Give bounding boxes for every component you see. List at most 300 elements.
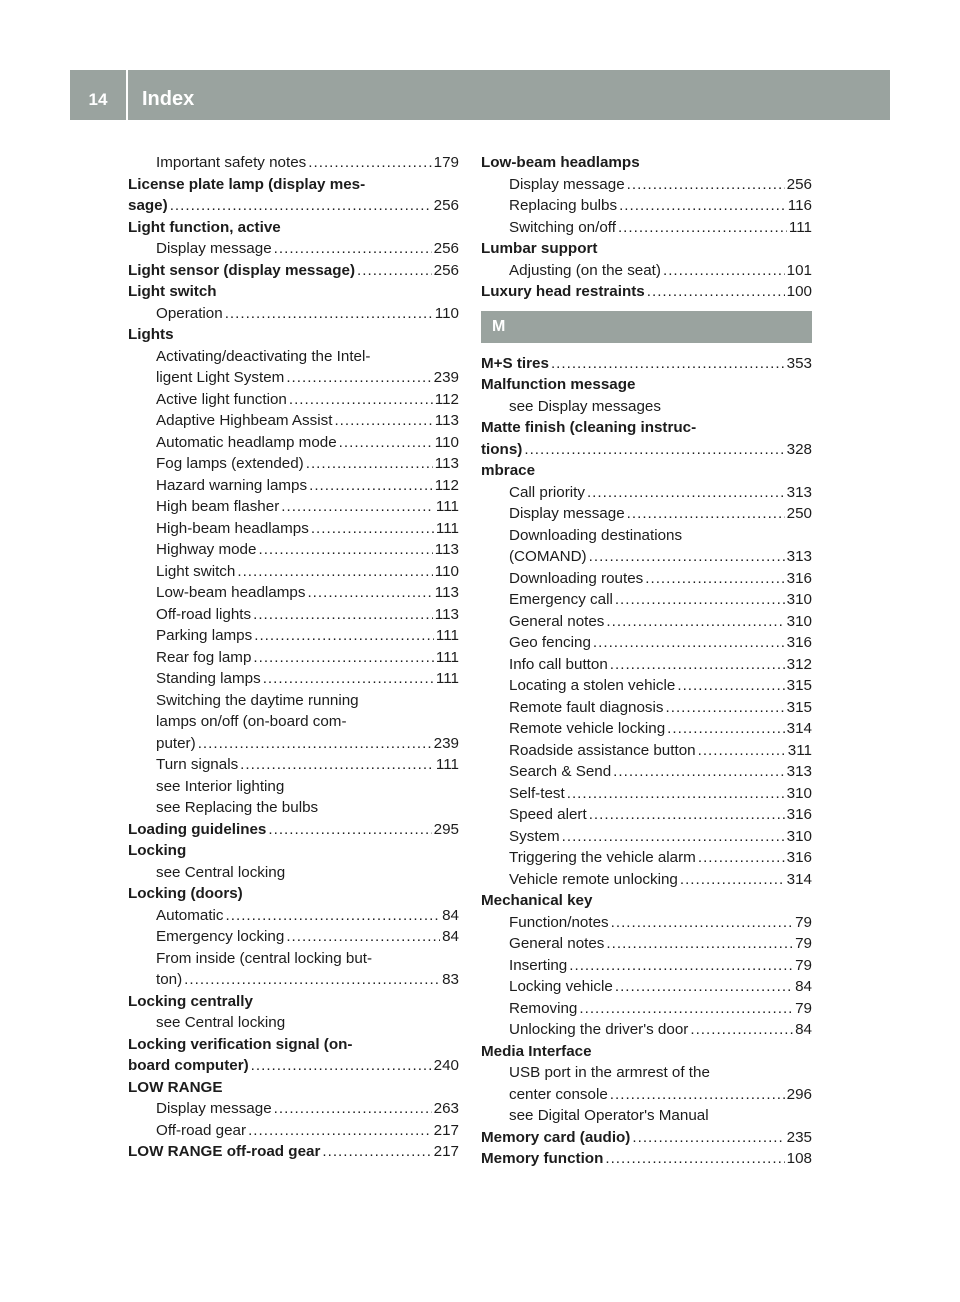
entry-text: Operation [156, 304, 223, 322]
entry-text: ton) [156, 971, 183, 988]
entry-page-number: 111 [435, 519, 459, 537]
entry-text: High-beam headlamps [156, 519, 309, 537]
index-subentry [481, 912, 812, 934]
entry-page-number: 110 [434, 433, 459, 451]
entry-text: Downloading destinations [509, 526, 683, 544]
section-title: Index [142, 88, 195, 110]
dot-leader [587, 482, 785, 504]
index-subentry [128, 604, 459, 626]
index-entry [128, 1034, 459, 1056]
index-subentry [481, 503, 812, 525]
dot-leader [251, 1055, 432, 1077]
entry-page-number: 111 [435, 627, 459, 644]
index-subentry [481, 525, 812, 547]
index-entry [481, 238, 812, 260]
entry-text: Search & Send [509, 763, 612, 780]
entry-text: center console [509, 1085, 608, 1103]
index-entry [128, 840, 459, 862]
index-entry [128, 883, 459, 905]
entry-text: Memory function [481, 1150, 604, 1167]
index-subentry [128, 926, 459, 948]
entry-page-number: 313 [786, 763, 812, 780]
dot-leader [589, 546, 785, 568]
entry-text: Triggering the vehicle alarm [509, 849, 696, 866]
entry-page-number: 235 [786, 1128, 812, 1146]
entry-text: Inserting [509, 956, 568, 974]
index-subentry [481, 260, 812, 282]
entry-page-number: 316 [786, 849, 812, 866]
entry-page-number: 353 [786, 354, 812, 372]
dot-leader [248, 1120, 432, 1142]
dot-leader [274, 238, 432, 260]
entry-text: Locking (doors) [128, 885, 243, 902]
entry-page-number: 111 [435, 498, 459, 515]
index-entry [481, 1041, 812, 1063]
dot-leader [311, 518, 434, 540]
entry-text: Hazard warning lamps [156, 476, 308, 494]
dot-leader [268, 819, 431, 841]
index-group-m [481, 353, 812, 1170]
entry-text: Remote fault diagnosis [509, 698, 664, 716]
entry-text: Off-road gear [156, 1121, 247, 1139]
entry-page-number: 256 [433, 240, 459, 257]
entry-page-number: 316 [786, 806, 812, 823]
entry-page-number: 79 [795, 935, 812, 952]
index-subentry [128, 1012, 459, 1034]
dot-leader [240, 754, 434, 776]
entry-text: LOW RANGE [128, 1078, 223, 1096]
dot-leader [647, 281, 785, 303]
index-subentry [481, 611, 812, 633]
index-entry [481, 1127, 812, 1149]
entry-page-number: 314 [786, 870, 812, 888]
dot-leader [524, 439, 784, 461]
entry-page-number: 113 [434, 541, 459, 558]
entry-text: Matte finish (cleaning instruc- [481, 419, 697, 436]
index-subentry [481, 1062, 812, 1084]
index-subentry [128, 948, 459, 970]
entry-text: puter) [156, 734, 196, 752]
entry-page-number: 310 [786, 612, 812, 630]
entry-page-number: 250 [786, 505, 812, 522]
index-entry [481, 417, 812, 439]
entry-text: Call priority [509, 483, 585, 501]
entry-page-number: 240 [433, 1057, 459, 1074]
index-entry [128, 260, 459, 282]
index-subentry [481, 1084, 812, 1106]
index-entry [481, 374, 812, 396]
entry-page-number: 112 [434, 476, 459, 494]
entry-page-number: 110 [434, 562, 459, 580]
entry-text: Locating a stolen vehicle [509, 677, 676, 694]
index-subentry [481, 826, 812, 848]
entry-text: Off-road lights [156, 605, 252, 623]
dot-leader [334, 410, 432, 432]
dot-leader [286, 367, 431, 389]
index-subentry [128, 1098, 459, 1120]
index-subentry [481, 546, 812, 568]
dot-leader [226, 905, 441, 927]
entry-page-number: 313 [786, 548, 812, 565]
dot-leader [645, 568, 784, 590]
entry-text: LOW RANGE off-road gear [128, 1143, 321, 1160]
entry-text: Low-beam headlamps [156, 584, 306, 601]
index-subentry [128, 410, 459, 432]
entry-page-number: 113 [434, 455, 459, 472]
dot-leader [170, 195, 432, 217]
entry-page-number: 256 [433, 261, 459, 279]
entry-text: Vehicle remote unlocking [509, 870, 678, 888]
dot-leader [289, 389, 433, 411]
index-subentry [481, 675, 812, 697]
dot-leader [286, 926, 440, 948]
dot-leader [605, 1148, 784, 1170]
dot-leader [281, 496, 434, 518]
index-entry [128, 195, 459, 217]
dot-leader [258, 539, 432, 561]
entry-page-number: 313 [786, 483, 812, 501]
index-entry [128, 1055, 459, 1077]
entry-text: see Digital Operator's Manual [509, 1107, 709, 1124]
entry-text: Downloading routes [509, 569, 644, 587]
entry-text: Active light function [156, 390, 287, 408]
dot-leader [615, 589, 785, 611]
index-entry [481, 890, 812, 912]
dot-leader [309, 475, 433, 497]
entry-text: Memory card (audio) [481, 1128, 631, 1146]
header-divider [126, 70, 128, 120]
entry-text: Light function, active [128, 218, 281, 236]
entry-page-number: 295 [433, 820, 459, 838]
index-subentry [481, 933, 812, 955]
entry-text: Display message [509, 175, 625, 193]
dot-leader [593, 632, 785, 654]
entry-text: Fog lamps (extended) [156, 455, 304, 472]
entry-text: ligent Light System [156, 369, 285, 386]
entry-text: Info call button [509, 655, 608, 673]
entry-text: Locking verification signal (on- [128, 1035, 353, 1053]
index-subentry [128, 776, 459, 798]
dot-leader [253, 604, 433, 626]
index-subentry [128, 733, 459, 755]
dot-leader [667, 718, 784, 740]
entry-page-number: 112 [434, 390, 459, 408]
index-subentry [128, 539, 459, 561]
dot-leader [551, 353, 785, 375]
entry-text: Light sensor (display message) [128, 261, 356, 279]
entry-text: Locking [128, 842, 187, 859]
index-entry [481, 353, 812, 375]
entry-text: Media Interface [481, 1042, 592, 1060]
entry-page-number: 310 [786, 827, 812, 845]
entry-page-number: 108 [786, 1150, 812, 1167]
index-subentry [128, 647, 459, 669]
index-subentry [481, 195, 812, 217]
entry-text: Display message [156, 240, 272, 257]
index-entry [481, 1148, 812, 1170]
dot-leader [698, 740, 786, 762]
index-entry [128, 324, 459, 346]
entry-page-number: 256 [786, 175, 812, 193]
entry-text: board computer) [128, 1057, 249, 1074]
index-subentry [481, 955, 812, 977]
dot-leader [680, 869, 785, 891]
dot-leader [306, 453, 433, 475]
entry-text: Light switch [156, 562, 236, 580]
entry-page-number: 217 [433, 1143, 459, 1160]
dot-leader [567, 783, 785, 805]
index-subentry [481, 718, 812, 740]
page-header [70, 70, 890, 120]
entry-text: see Central locking [156, 863, 286, 881]
entry-page-number: 83 [442, 971, 459, 988]
index-subentry [128, 625, 459, 647]
entry-page-number: 84 [442, 928, 459, 945]
index-group-l [481, 152, 812, 303]
entry-text: Important safety notes [156, 154, 307, 171]
entry-text: Roadside assistance button [509, 741, 696, 759]
dot-leader [237, 561, 432, 583]
index-entry [481, 152, 812, 174]
index-entry [128, 217, 459, 239]
entry-page-number: 113 [434, 412, 459, 429]
index-subentry [481, 804, 812, 826]
entry-text: see Display messages [509, 397, 661, 415]
entry-text: From inside (central locking but- [156, 949, 373, 967]
entry-text: Loading guidelines [128, 820, 267, 838]
index-subentry [481, 998, 812, 1020]
dot-leader [663, 260, 785, 282]
entry-text: Adaptive Highbeam Assist [156, 412, 333, 429]
index-subentry [128, 432, 459, 454]
entry-text: Lumbar support [481, 240, 598, 257]
entry-text: Switching on/off [509, 218, 616, 236]
index-entry [128, 174, 459, 196]
entry-text: mbrace [481, 462, 536, 479]
dot-leader [184, 969, 440, 991]
entry-text: Mechanical key [481, 892, 593, 909]
entry-text: Speed alert [509, 806, 587, 823]
index-subentry [481, 1019, 812, 1041]
entry-text: Locking centrally [128, 992, 253, 1010]
index-subentry [128, 905, 459, 927]
entry-text: Standing lamps [156, 670, 261, 687]
entry-text: Turn signals [156, 756, 239, 773]
index-entry [481, 460, 812, 482]
entry-text: Rear fog lamp [156, 648, 252, 666]
entry-text: Geo fencing [509, 634, 591, 651]
entry-page-number: 296 [786, 1085, 812, 1103]
entry-page-number: 84 [795, 1021, 812, 1038]
entry-text: Emergency call [509, 591, 613, 608]
dot-leader [627, 503, 785, 525]
entry-text: Luxury head restraints [481, 283, 645, 300]
index-subentry [128, 862, 459, 884]
entry-text: License plate lamp (display mes- [128, 175, 366, 193]
dot-leader [307, 582, 432, 604]
dot-leader [569, 955, 793, 977]
entry-page-number: 316 [786, 634, 812, 651]
dot-leader [225, 303, 433, 325]
entry-page-number: 179 [433, 154, 459, 171]
dot-leader [611, 912, 793, 934]
entry-page-number: 314 [786, 720, 812, 737]
index-subentry [128, 389, 459, 411]
index-subentry [128, 797, 459, 819]
dot-leader [322, 1141, 431, 1163]
entry-text: USB port in the armrest of the [509, 1064, 710, 1081]
entry-text: Replacing bulbs [509, 197, 618, 214]
entry-text: see Interior lighting [156, 777, 285, 795]
dot-leader [618, 217, 787, 239]
entry-page-number: 79 [795, 956, 812, 974]
index-subentry [481, 783, 812, 805]
entry-page-number: 110 [434, 304, 459, 322]
entry-text: Display message [509, 505, 625, 522]
dot-leader [690, 1019, 793, 1041]
entry-page-number: 84 [442, 906, 459, 924]
entry-text: Low-beam headlamps [481, 154, 640, 171]
entry-text: tions) [481, 440, 523, 458]
index-subentry [481, 568, 812, 590]
entry-text: Unlocking the driver's door [509, 1021, 689, 1038]
entry-page-number: 113 [434, 584, 459, 601]
index-entry [481, 439, 812, 461]
entry-page-number: 239 [433, 369, 459, 386]
dot-leader [308, 152, 431, 174]
dot-leader [613, 761, 784, 783]
index-subentry [481, 174, 812, 196]
entry-text: Remote vehicle locking [509, 720, 666, 737]
entry-text: lamps on/off (on-board com- [156, 713, 347, 730]
index-subentry [481, 632, 812, 654]
dot-leader [253, 647, 434, 669]
entry-page-number: 79 [795, 913, 812, 931]
entry-page-number: 315 [786, 698, 812, 716]
index-subentry [481, 697, 812, 719]
entry-text: Malfunction message [481, 376, 636, 393]
index-subentry [128, 238, 459, 260]
index-entry [128, 991, 459, 1013]
index-entry [128, 819, 459, 841]
dot-leader [632, 1127, 784, 1149]
dot-leader [698, 847, 785, 869]
entry-page-number: 111 [435, 648, 459, 666]
entry-page-number: 217 [433, 1121, 459, 1139]
index-subentry [481, 847, 812, 869]
dot-leader [610, 654, 785, 676]
entry-text: Display message [156, 1100, 272, 1117]
index-subentry [481, 761, 812, 783]
index-subentry [481, 976, 812, 998]
entry-text: High beam flasher [156, 498, 280, 515]
dot-leader [619, 195, 786, 217]
entry-page-number: 315 [786, 677, 812, 694]
index-column-right [481, 152, 812, 1170]
index-subentry [481, 869, 812, 891]
entry-text: Function/notes [509, 913, 609, 931]
entry-text: see Central locking [156, 1014, 286, 1031]
dot-leader [666, 697, 785, 719]
entry-text: sage) [128, 197, 168, 214]
entry-page-number: 84 [795, 978, 812, 995]
entry-page-number: 256 [433, 197, 459, 214]
entry-text: see Replacing the bulbs [156, 799, 319, 816]
dot-leader [589, 804, 785, 826]
index-subentry [128, 346, 459, 368]
entry-text: Automatic headlamp mode [156, 433, 337, 451]
index-subentry [128, 668, 459, 690]
index-subentry [128, 475, 459, 497]
index-subentry [481, 654, 812, 676]
index-subentry [128, 969, 459, 991]
index-subentry [128, 453, 459, 475]
entry-text: General notes [509, 612, 605, 630]
index-subentry [481, 589, 812, 611]
index-subentry [128, 152, 459, 174]
index-subentry [128, 496, 459, 518]
entry-text: M+S tires [481, 354, 549, 372]
entry-text: Light switch [128, 283, 217, 300]
entry-text: Highway mode [156, 541, 257, 558]
entry-page-number: 111 [435, 756, 459, 773]
entry-text: Switching the daytime running [156, 691, 359, 709]
entry-page-number: 316 [786, 569, 812, 587]
index-column-left [128, 152, 459, 1163]
entry-page-number: 100 [786, 283, 812, 300]
dot-leader [198, 733, 432, 755]
index-entry [128, 1077, 459, 1099]
index-subentry [128, 754, 459, 776]
entry-page-number: 239 [433, 734, 459, 752]
dot-leader [677, 675, 784, 697]
index-subentry [128, 1120, 459, 1142]
index-subentry [128, 303, 459, 325]
dot-leader [615, 976, 793, 998]
entry-page-number: 310 [786, 784, 812, 802]
entry-page-number: 312 [786, 655, 812, 673]
entry-text: General notes [509, 935, 605, 952]
dot-leader [610, 1084, 785, 1106]
entry-text: Automatic [156, 906, 224, 924]
dot-leader [606, 933, 793, 955]
entry-text: (COMAND) [509, 548, 587, 565]
entry-page-number: 310 [786, 591, 812, 608]
entry-text: Parking lamps [156, 627, 253, 644]
dot-leader [627, 174, 785, 196]
entry-page-number: 111 [435, 670, 459, 687]
entry-text: Removing [509, 999, 578, 1017]
index-entry [128, 281, 459, 303]
entry-page-number: 263 [433, 1100, 459, 1117]
dot-leader [263, 668, 434, 690]
page-number: 14 [88, 90, 108, 109]
letter-band-m: M [481, 311, 812, 343]
index-subentry [481, 482, 812, 504]
index-subentry [128, 561, 459, 583]
entry-page-number: 116 [787, 197, 812, 214]
entry-page-number: 101 [786, 261, 812, 279]
entry-page-number: 328 [786, 440, 812, 458]
index-subentry [128, 711, 459, 733]
index-subentry [481, 740, 812, 762]
index-subentry [481, 396, 812, 418]
index-subentry [128, 690, 459, 712]
dot-leader [562, 826, 785, 848]
dot-leader [339, 432, 433, 454]
entry-text: Activating/deactivating the Intel- [156, 347, 371, 365]
entry-text: Locking vehicle [509, 978, 613, 995]
